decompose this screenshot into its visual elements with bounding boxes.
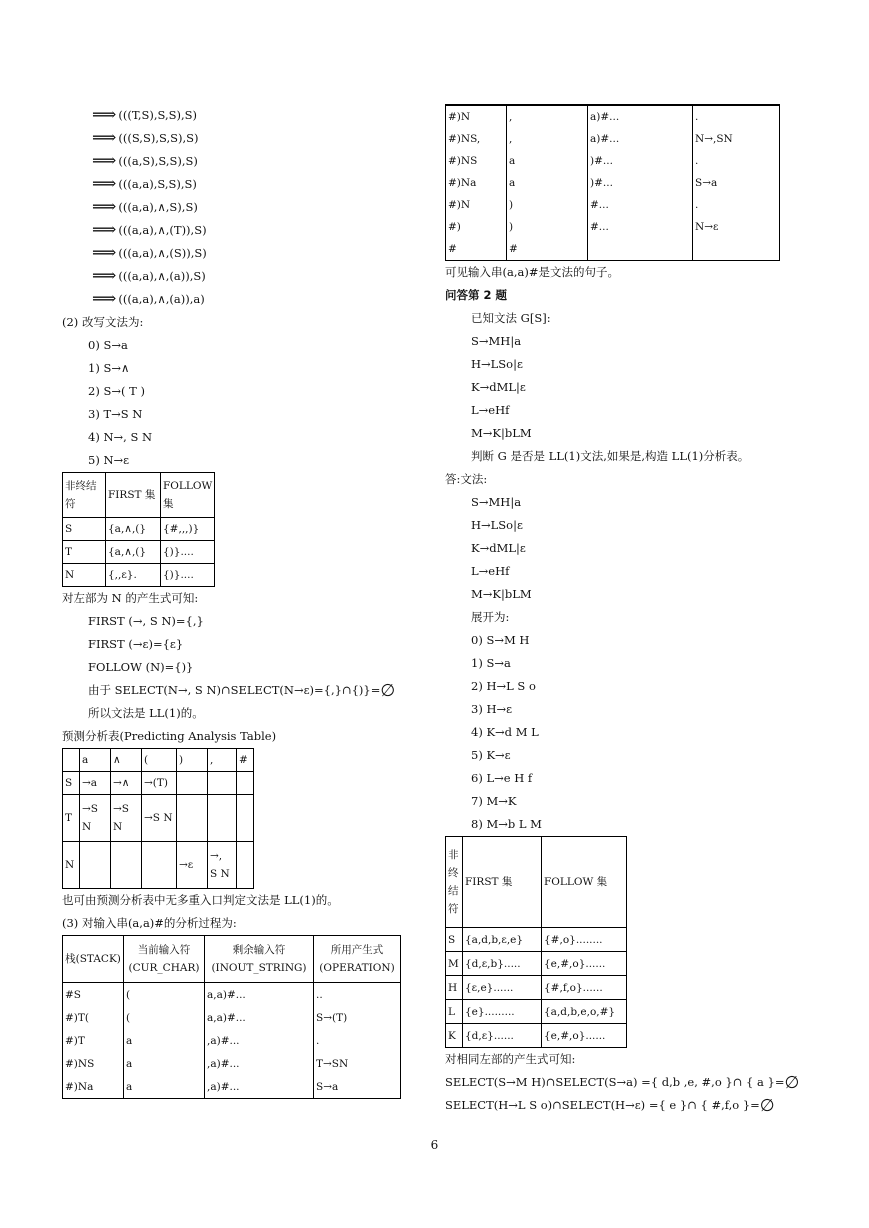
expanded-production: 0) S→M H xyxy=(471,633,530,647)
table-cell: T xyxy=(63,541,106,564)
n-production-line: FIRST (→ε)={ε} xyxy=(88,637,184,651)
table-cell: →ε xyxy=(177,842,208,889)
table-cell: a)#... xyxy=(588,105,693,128)
table-cell: K xyxy=(446,1024,463,1048)
parse-process-table xyxy=(62,935,401,1099)
table-cell: →, S N xyxy=(208,842,237,889)
ll1-conclusion: 所以文法是 LL(1)的。 xyxy=(88,706,204,720)
table-cell: . xyxy=(693,194,780,216)
table-cell: {a,∧,(} xyxy=(106,541,161,564)
table-cell: N xyxy=(63,842,80,889)
process-heading: (3) 对输入串(a,a)#的分析过程为: xyxy=(62,916,237,930)
derivation-step xyxy=(62,173,402,196)
derivation-list xyxy=(62,104,402,311)
table-row xyxy=(446,952,627,976)
grammar-rule: L→eHf xyxy=(471,564,510,578)
table-cell: {e}......... xyxy=(463,1000,542,1024)
same-left-note: 对相同左部的产生式可知: xyxy=(445,1052,576,1066)
table-cell: #... xyxy=(588,216,693,238)
header-cell: 栈(STACK) xyxy=(63,936,124,983)
derive-arrow-icon: ⟹ xyxy=(92,105,117,125)
table-cell: M xyxy=(446,952,463,976)
select-line-2: SELECT(H→L S o)∩SELECT(H→ε) ={ e }∩ { #,f,o }=∅ xyxy=(445,1096,775,1116)
n-production-line: FIRST (→, S N)={,} xyxy=(88,614,204,628)
derivation-text: (((T,S),S,S),S) xyxy=(118,108,197,122)
table-cell: ) xyxy=(507,216,588,238)
rewrite-rule: 4) N→, S N xyxy=(88,430,153,444)
table-header-row xyxy=(446,837,627,928)
table-row xyxy=(446,105,780,128)
table-cell: {a,d,b,ε,e} xyxy=(463,928,542,952)
table-cell xyxy=(237,842,254,889)
header-cell: FOLLOW 集 xyxy=(161,473,215,518)
table-cell: )#... xyxy=(588,172,693,194)
right-column xyxy=(445,104,805,1117)
table-cell: {a,d,b,e,o,#} xyxy=(542,1000,627,1024)
derive-arrow-icon: ⟹ xyxy=(92,151,117,171)
derivation-text: (((a,a),S,S),S) xyxy=(118,177,197,191)
table-cell: a,a)#... xyxy=(205,1006,314,1029)
table-cell: #)N xyxy=(446,194,507,216)
table-cell: N→,SN xyxy=(693,128,780,150)
question-2-intro: 已知文法 G[S]: xyxy=(471,311,551,325)
header-cell: a xyxy=(80,749,111,772)
derivation-step xyxy=(62,265,402,288)
table-cell: a xyxy=(124,1052,205,1075)
header-cell: ( xyxy=(142,749,177,772)
answer-label: 答:文法: xyxy=(445,472,488,486)
expand-label: 展开为: xyxy=(471,610,510,624)
header-cell: FIRST 集 xyxy=(463,837,542,928)
rewrite-rule: 1) S→∧ xyxy=(88,361,130,375)
rewrite-rule: 2) S→( T ) xyxy=(88,384,145,398)
table-cell: ,a)#... xyxy=(205,1052,314,1075)
table-cell: {#,,,)} xyxy=(161,518,215,541)
table-cell: ,a)#... xyxy=(205,1029,314,1052)
rewrite-rule: 0) S→a xyxy=(88,338,128,352)
derivation-text: (((a,a),∧,(T)),S) xyxy=(118,223,207,237)
table-cell: #S xyxy=(63,983,124,1007)
table-header-row xyxy=(63,749,254,772)
header-cell: FIRST 集 xyxy=(106,473,161,518)
expanded-production: 8) M→b L M xyxy=(471,817,542,831)
grammar-rule: M→K|bLM xyxy=(471,587,532,601)
expanded-production: 6) L→e H f xyxy=(471,771,533,785)
header-cell xyxy=(63,749,80,772)
grammar-rule: H→LSo|ε xyxy=(471,518,523,532)
empty-set-symbol: ∅ xyxy=(380,681,396,701)
table-cell: S xyxy=(63,518,106,541)
table-row xyxy=(63,541,215,564)
table-row xyxy=(446,172,780,194)
header-cell: # xyxy=(237,749,254,772)
header-cell: , xyxy=(208,749,237,772)
expanded-production: 4) K→d M L xyxy=(471,725,539,739)
table-row xyxy=(446,1024,627,1048)
table-cell: a,a)#... xyxy=(205,983,314,1007)
first-follow-table-2 xyxy=(445,836,627,1048)
table-cell: #)N xyxy=(446,105,507,128)
question-2-question: 判断 G 是否是 LL(1)文法,如果是,构造 LL(1)分析表。 xyxy=(471,449,750,463)
table-row xyxy=(63,772,254,795)
table-cell xyxy=(111,842,142,889)
table-cell: {e,#,o}...... xyxy=(542,952,627,976)
header-cell: 剩余输入符 (INOUT_STRING) xyxy=(205,936,314,983)
table-row xyxy=(446,128,780,150)
table-cell: H xyxy=(446,976,463,1000)
table-cell: #)NS xyxy=(63,1052,124,1075)
expanded-production: 7) M→K xyxy=(471,794,517,808)
table-cell xyxy=(142,842,177,889)
derivation-text: (((a,a),∧,(a)),S) xyxy=(118,269,206,283)
table-row xyxy=(446,216,780,238)
first-follow-table-1 xyxy=(62,472,215,587)
table-row xyxy=(446,238,780,261)
table-cell: ( xyxy=(124,1006,205,1029)
table-cell xyxy=(237,772,254,795)
derive-arrow-icon: ⟹ xyxy=(92,197,117,217)
table-cell: . xyxy=(693,105,780,128)
table-cell: →(T) xyxy=(142,772,177,795)
header-cell: FOLLOW 集 xyxy=(542,837,627,928)
table-cell: →S N xyxy=(111,795,142,842)
table-cell: ( xyxy=(124,983,205,1007)
table-cell: a xyxy=(507,150,588,172)
rewrite-rule-list xyxy=(62,334,402,472)
table-cell: T xyxy=(63,795,80,842)
table-cell: #... xyxy=(588,194,693,216)
derive-arrow-icon: ⟹ xyxy=(92,289,117,309)
table-cell: #)Na xyxy=(63,1075,124,1099)
derivation-step xyxy=(62,196,402,219)
table-cell: {e,#,o}...... xyxy=(542,1024,627,1048)
table-cell: ,a)#... xyxy=(205,1075,314,1099)
table-cell: {#,o}........ xyxy=(542,928,627,952)
select-line: 由于 SELECT(N→, S N)∩SELECT(N→ε)={,}∩{)}=∅ xyxy=(88,681,396,701)
derive-arrow-icon: ⟹ xyxy=(92,128,117,148)
question-2-title: 问答第 2 题 xyxy=(445,288,508,302)
table-cell: N→ε xyxy=(693,216,780,238)
table-row xyxy=(446,194,780,216)
derivation-step xyxy=(62,242,402,265)
left-column xyxy=(62,104,402,1099)
table-row xyxy=(446,150,780,172)
derivation-step xyxy=(62,288,402,311)
table-cell xyxy=(80,842,111,889)
grammar-rule: H→LSo|ε xyxy=(471,357,523,371)
table-cell: # xyxy=(446,238,507,261)
table-cell: #)T( xyxy=(63,1006,124,1029)
table-cell: #)NS, xyxy=(446,128,507,150)
derivation-text: (((S,S),S,S),S) xyxy=(118,131,199,145)
derive-arrow-icon: ⟹ xyxy=(92,174,117,194)
table-cell: S xyxy=(446,928,463,952)
table-cell: .. xyxy=(314,983,401,1007)
table-row xyxy=(63,842,254,889)
rewrite-rule: 5) N→ε xyxy=(88,453,130,467)
table-cell: a xyxy=(507,172,588,194)
table-cell: {d,ε}...... xyxy=(463,1024,542,1048)
derivation-step xyxy=(62,104,402,127)
table-cell: a)#... xyxy=(588,128,693,150)
empty-set-symbol: ∅ xyxy=(759,1096,775,1116)
table-cell: {d,ε,b}..... xyxy=(463,952,542,976)
table-cell: . xyxy=(693,150,780,172)
n-production-lines xyxy=(62,610,402,679)
n-production-line: FOLLOW (N)={)} xyxy=(88,660,194,674)
table-cell: T→SN xyxy=(314,1052,401,1075)
table-cell: {,,ε}. xyxy=(106,564,161,587)
table-cell: S→a xyxy=(314,1075,401,1099)
sentence-note: 可见输入串(a,a)#是文法的句子。 xyxy=(445,265,619,279)
table-cell: →∧ xyxy=(111,772,142,795)
table-row xyxy=(446,1000,627,1024)
expanded-production: 3) H→ε xyxy=(471,702,513,716)
table-row xyxy=(63,1029,401,1052)
table-cell: →S N xyxy=(80,795,111,842)
table-cell xyxy=(208,795,237,842)
table-cell: a xyxy=(124,1075,205,1099)
table-cell: # xyxy=(507,238,588,261)
table-row xyxy=(446,976,627,1000)
derivation-step xyxy=(62,219,402,242)
grammar-rule: S→MH|a xyxy=(471,334,522,348)
answer-grammar xyxy=(445,491,805,606)
expanded-production: 1) S→a xyxy=(471,656,511,670)
expanded-productions xyxy=(445,629,805,836)
table-cell: {a,∧,(} xyxy=(106,518,161,541)
table-row xyxy=(63,1052,401,1075)
header-cell: ∧ xyxy=(111,749,142,772)
grammar-rule: K→dML|ε xyxy=(471,541,526,555)
table-cell: #)NS xyxy=(446,150,507,172)
empty-set-symbol: ∅ xyxy=(784,1073,800,1093)
table-cell: . xyxy=(314,1029,401,1052)
table-cell xyxy=(693,238,780,261)
table-cell: {#,f,o}...... xyxy=(542,976,627,1000)
table-cell: S xyxy=(63,772,80,795)
rewrite-rule: 3) T→S N xyxy=(88,407,143,421)
page-number: 6 xyxy=(430,1138,439,1152)
table-row xyxy=(446,928,627,952)
derivation-step xyxy=(62,127,402,150)
question-2-grammar xyxy=(445,330,805,445)
table-cell xyxy=(177,772,208,795)
header-cell: 当前输入符 (CUR_CHAR) xyxy=(124,936,205,983)
table-cell: , xyxy=(507,105,588,128)
derive-arrow-icon: ⟹ xyxy=(92,220,117,240)
parse-process-table-continued xyxy=(445,104,780,261)
predictive-parsing-table xyxy=(62,748,254,889)
grammar-rule: M→K|bLM xyxy=(471,426,532,440)
table-header-row xyxy=(63,473,215,518)
table-header-row xyxy=(63,936,401,983)
grammar-rule: K→dML|ε xyxy=(471,380,526,394)
expanded-production: 2) H→L S o xyxy=(471,679,536,693)
rewrite-heading: (2) 改写文法为: xyxy=(62,315,144,329)
table-cell: L xyxy=(446,1000,463,1024)
header-cell: 非终结 符 xyxy=(63,473,106,518)
table-row xyxy=(63,564,215,587)
table-cell: S→(T) xyxy=(314,1006,401,1029)
derivation-step xyxy=(62,150,402,173)
header-cell: 非 终 结 符 xyxy=(446,837,463,928)
table-cell: ) xyxy=(507,194,588,216)
derivation-text: (((a,a),∧,(S)),S) xyxy=(118,246,207,260)
table-cell: →a xyxy=(80,772,111,795)
derive-arrow-icon: ⟹ xyxy=(92,243,117,263)
grammar-rule: S→MH|a xyxy=(471,495,522,509)
table-row xyxy=(63,795,254,842)
table-cell: )#... xyxy=(588,150,693,172)
predict-table-note: 也可由预测分析表中无多重入口判定文法是 LL(1)的。 xyxy=(62,893,339,907)
table-row xyxy=(63,983,401,1007)
header-cell: 所用产生式 (OPERATION) xyxy=(314,936,401,983)
table-cell: a xyxy=(124,1029,205,1052)
table-cell: #)T xyxy=(63,1029,124,1052)
table-cell: {)}.... xyxy=(161,541,215,564)
table-cell xyxy=(237,795,254,842)
table-row xyxy=(63,1006,401,1029)
derivation-text: (((a,S),S,S),S) xyxy=(118,154,198,168)
expanded-production: 5) K→ε xyxy=(471,748,511,762)
table-cell: {)}.... xyxy=(161,564,215,587)
select-line-1: SELECT(S→M H)∩SELECT(S→a) ={ d,b ,e, #,o }∩ { a }=∅ xyxy=(445,1073,800,1093)
table-cell xyxy=(208,772,237,795)
table-cell: N xyxy=(63,564,106,587)
table-cell: {ε,e}...... xyxy=(463,976,542,1000)
table-cell: , xyxy=(507,128,588,150)
table-cell xyxy=(177,795,208,842)
predict-table-heading: 预测分析表(Predicting Analysis Table) xyxy=(62,729,277,743)
table-cell: →S N xyxy=(142,795,177,842)
header-cell: ) xyxy=(177,749,208,772)
derivation-text: (((a,a),∧,(a)),a) xyxy=(118,292,205,306)
table-cell: #) xyxy=(446,216,507,238)
table-row xyxy=(63,1075,401,1099)
table-row xyxy=(63,518,215,541)
table-cell: S→a xyxy=(693,172,780,194)
derivation-text: (((a,a),∧,S),S) xyxy=(118,200,198,214)
n-production-note: 对左部为 N 的产生式可知: xyxy=(62,591,199,605)
derive-arrow-icon: ⟹ xyxy=(92,266,117,286)
table-cell xyxy=(588,238,693,261)
table-cell: #)Na xyxy=(446,172,507,194)
grammar-rule: L→eHf xyxy=(471,403,510,417)
